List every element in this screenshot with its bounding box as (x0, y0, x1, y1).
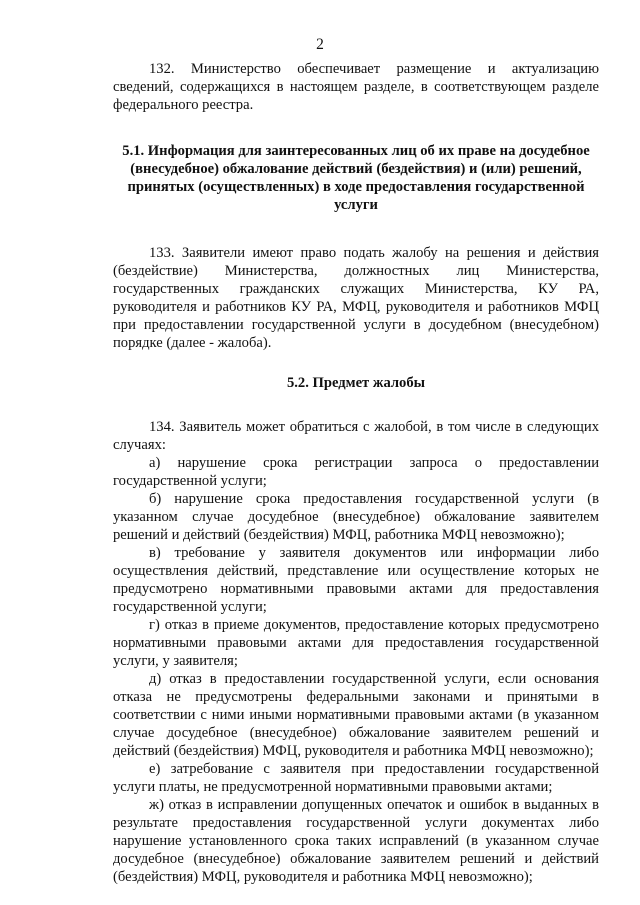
list-item-v: в) требование у заявителя документов или информации либо осуществления действий, представление или осуществление которых не предусмотрено нормативными правовыми актами для предоставления государственной услуги; (113, 545, 599, 615)
list-item-e: е) затребование с заявителя при предоставлении государственной услуги платы, не предусмотренной нормативными правовыми актами; (113, 761, 599, 795)
spacer (113, 114, 599, 142)
list-item-g: г) отказ в приеме документов, предоставление которых предусмотрено нормативными правовыми актами для предоставления государственной услуги, у заявителя; (113, 617, 599, 669)
page-number: 2 (316, 36, 324, 53)
spacer (113, 392, 599, 418)
paragraph-133: 133. Заявители имеют право подать жалобу на решения и действия (бездействие) Министерства, должностных лиц Министерства, государственных гражданских служащих Министерства, КУ РА, руководителя и работников КУ РА, МФЦ, руководителя и работников МФЦ при предоставлении государственной услуги в досудебном (внесудебном) порядке (далее - жалоба). (113, 245, 599, 351)
paragraph-134: 134. Заявитель может обратиться с жалобой, в том числе в следующих случаях: (113, 419, 599, 453)
paragraph-132: 132. Министерство обеспечивает размещение и актуализацию сведений, содержащихся в настоящем разделе, в соответствующем разделе федерального реестра. (113, 61, 599, 113)
list-item-a: а) нарушение срока регистрации запроса о предоставлении государственной услуги; (113, 455, 599, 489)
section-heading-5-2: 5.2. Предмет жалобы (286, 375, 426, 391)
spacer (113, 214, 599, 244)
list-item-zh: ж) отказ в исправлении допущенных опечаток и ошибок в выданных в результате предоставления государственной услуги документах либо нарушение установленного срока таких исправлений (в указанном случае досудебное (внесудебное) обжалование заявителем решений и действий (бездействия) МФЦ, руководителя и работника МФЦ невозможно); (113, 797, 599, 885)
spacer (113, 352, 599, 374)
list-item-b: б) нарушение срока предоставления государственной услуги (в указанном случае досудебное (внесудебное) обжалование заявителем решений и действий (бездействия) МФЦ, работника МФЦ невозможно); (113, 491, 599, 543)
list-item-d: д) отказ в предоставлении государственной услуги, если основания отказа не предусмотрены федеральными законами и принятыми в соответствии с ними иными нормативными правовыми актами (в указанном случае досудебное (внесудебное) обжалование заявителем решений и действий (бездействия) МФЦ, руководителя и работника МФЦ невозможно); (113, 671, 599, 759)
document-body (113, 60, 599, 886)
section-heading-5-1: 5.1. Информация для заинтересованных лиц об их праве на досудебное (внесудебное) обжалование действий (бездействия) и (или) решений, принятых (осуществленных) в ходе предоставления государственной услуги (122, 143, 590, 213)
